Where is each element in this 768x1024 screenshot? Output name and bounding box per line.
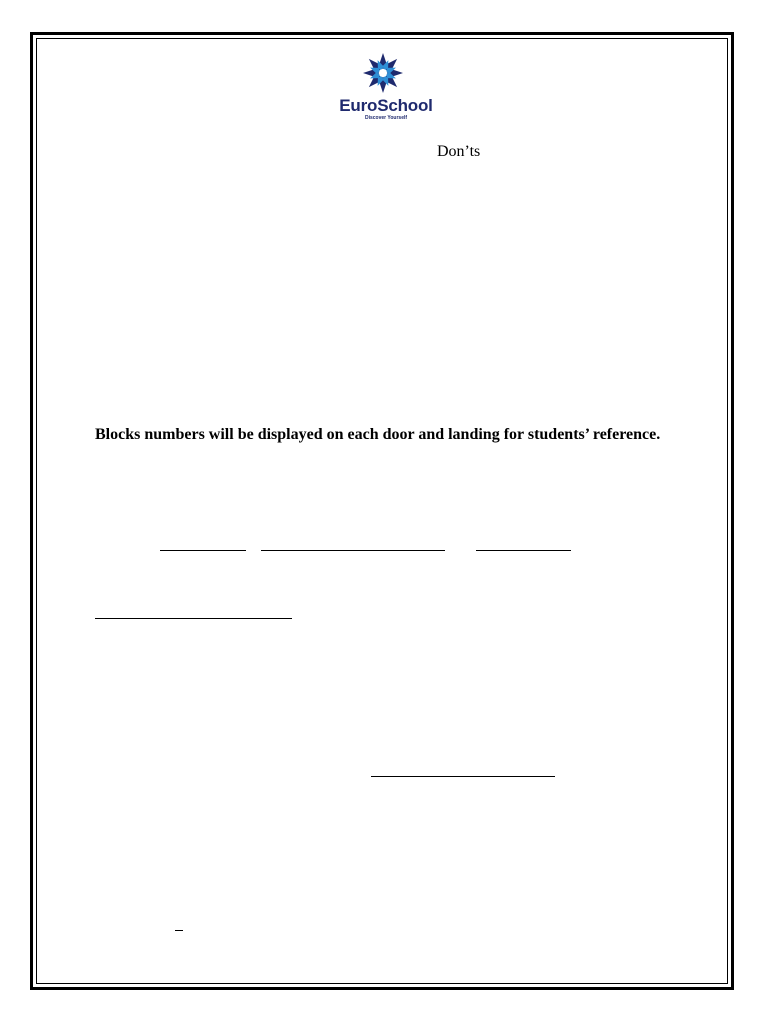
underline-rule: [160, 550, 246, 551]
underline-rule: [95, 618, 292, 619]
page-border-inner: [36, 38, 728, 984]
dash-mark: [175, 930, 183, 931]
logo-tagline: Discover Yourself: [364, 115, 408, 121]
star-flower-icon: [359, 52, 407, 94]
notice-text: Blocks numbers will be displayed on each door and landing for students’ reference.: [95, 426, 661, 443]
underline-rule: [261, 550, 445, 551]
section-heading: Don’ts: [437, 143, 481, 160]
euroschool-logo: [330, 52, 442, 128]
underline-rule: [476, 550, 571, 551]
logo-wordmark: EuroSchool: [339, 96, 433, 115]
underline-rule: [371, 776, 555, 777]
